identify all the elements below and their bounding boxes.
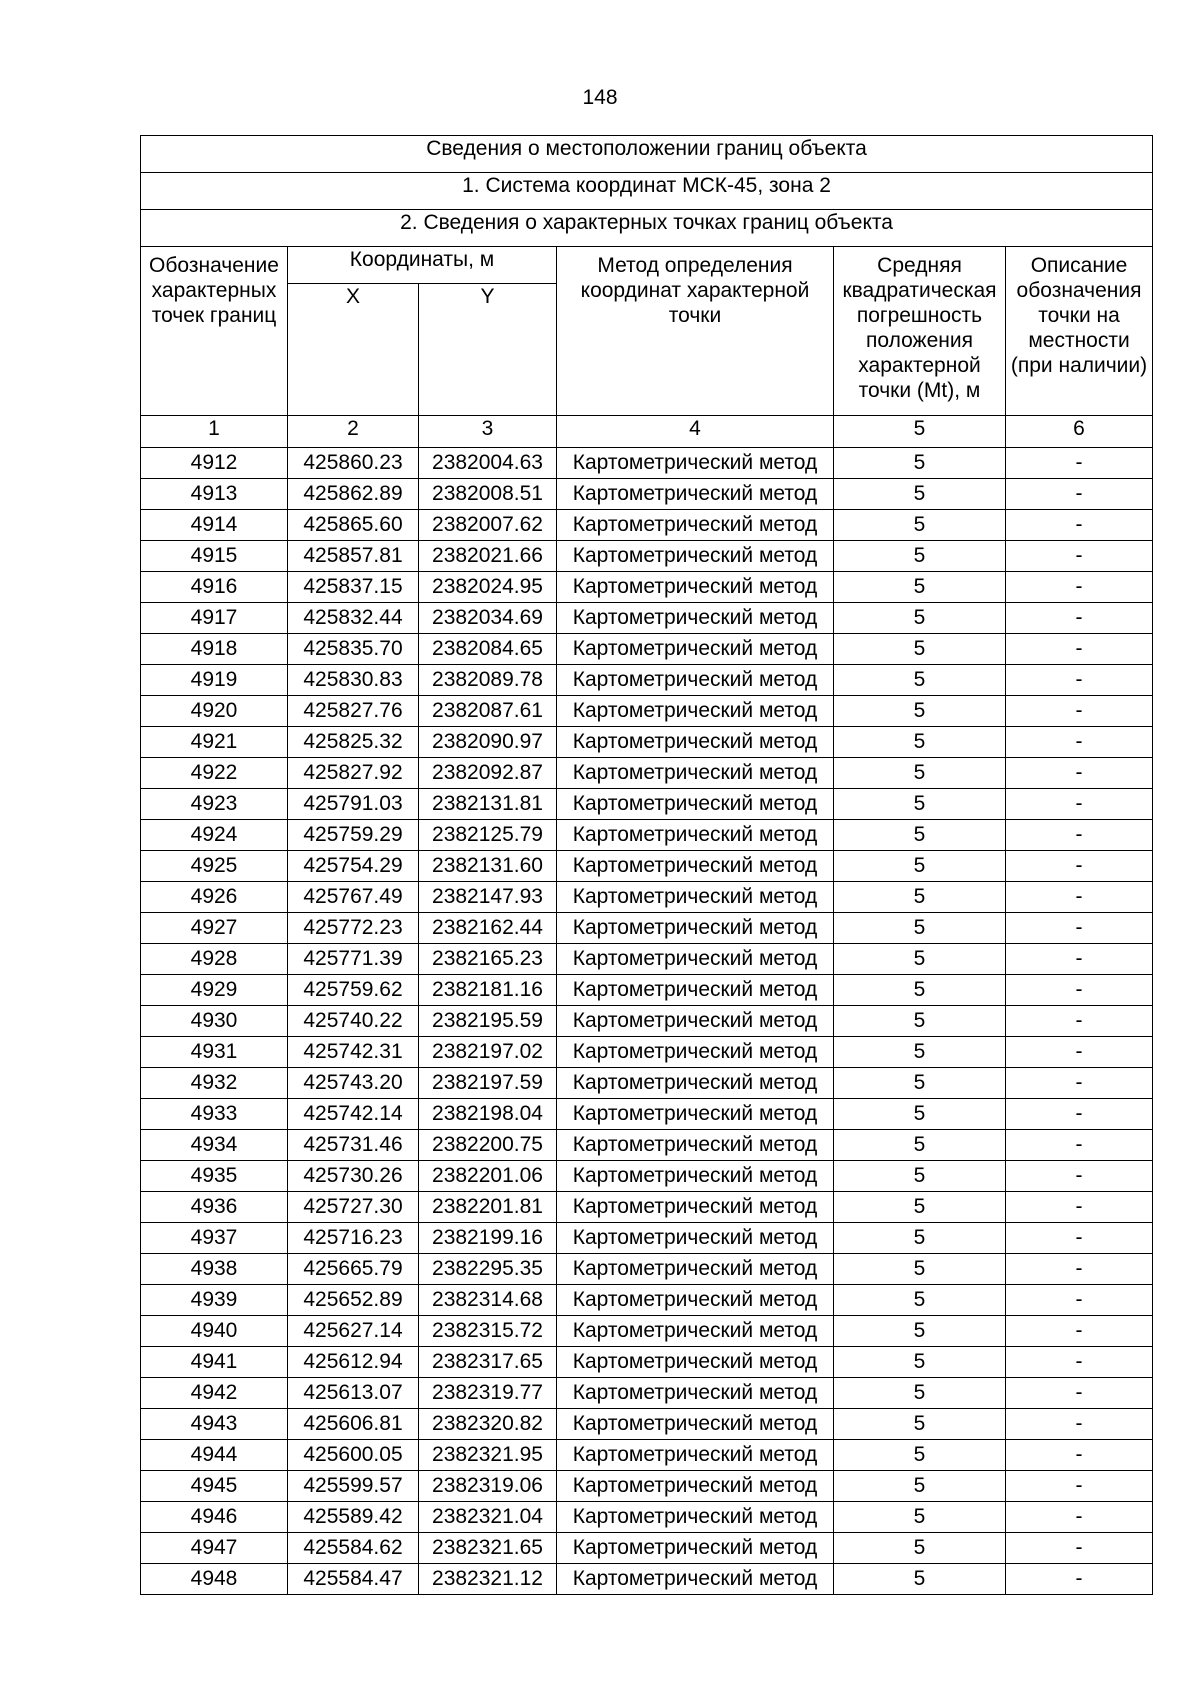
accuracy-cell: 5 — [834, 1347, 1006, 1378]
description-cell: - — [1006, 1285, 1153, 1316]
y-coordinate-cell: 2382319.06 — [419, 1471, 557, 1502]
accuracy-cell: 5 — [834, 448, 1006, 479]
x-coordinate-cell: 425731.46 — [288, 1130, 419, 1161]
y-coordinate-cell: 2382295.35 — [419, 1254, 557, 1285]
accuracy-cell: 5 — [834, 541, 1006, 572]
point-id-cell: 4935 — [141, 1161, 288, 1192]
x-coordinate-cell: 425606.81 — [288, 1409, 419, 1440]
method-cell: Картометрический метод — [557, 1254, 834, 1285]
x-coordinate-cell: 425791.03 — [288, 789, 419, 820]
accuracy-cell: 5 — [834, 572, 1006, 603]
description-cell: - — [1006, 851, 1153, 882]
table-row — [141, 882, 1153, 913]
point-id-cell: 4947 — [141, 1533, 288, 1564]
method-cell: Картометрический метод — [557, 1006, 834, 1037]
y-coordinate-cell: 2382198.04 — [419, 1099, 557, 1130]
y-coordinate-cell: 2382008.51 — [419, 479, 557, 510]
accuracy-cell: 5 — [834, 1378, 1006, 1409]
description-cell: - — [1006, 1068, 1153, 1099]
point-id-cell: 4945 — [141, 1471, 288, 1502]
description-cell: - — [1006, 1254, 1153, 1285]
column-number: 2 — [288, 416, 419, 448]
method-cell: Картометрический метод — [557, 882, 834, 913]
y-coordinate-cell: 2382092.87 — [419, 758, 557, 789]
description-cell: - — [1006, 541, 1153, 572]
point-id-cell: 4917 — [141, 603, 288, 634]
column-number: 3 — [419, 416, 557, 448]
accuracy-cell: 5 — [834, 1006, 1006, 1037]
table-row — [141, 975, 1153, 1006]
point-id-cell: 4942 — [141, 1378, 288, 1409]
y-coordinate-cell: 2382321.04 — [419, 1502, 557, 1533]
accuracy-cell: 5 — [834, 1068, 1006, 1099]
x-coordinate-cell: 425599.57 — [288, 1471, 419, 1502]
description-cell: - — [1006, 572, 1153, 603]
x-coordinate-cell: 425727.30 — [288, 1192, 419, 1223]
point-id-cell: 4912 — [141, 448, 288, 479]
table-row — [141, 448, 1153, 479]
table-row — [141, 1440, 1153, 1471]
accuracy-cell: 5 — [834, 665, 1006, 696]
x-coordinate-cell: 425862.89 — [288, 479, 419, 510]
x-coordinate-cell: 425589.42 — [288, 1502, 419, 1533]
method-cell: Картометрический метод — [557, 1347, 834, 1378]
description-cell: - — [1006, 1347, 1153, 1378]
description-cell: - — [1006, 1006, 1153, 1037]
accuracy-cell: 5 — [834, 510, 1006, 541]
accuracy-cell: 5 — [834, 789, 1006, 820]
y-coordinate-cell: 2382315.72 — [419, 1316, 557, 1347]
table-row — [141, 1099, 1153, 1130]
method-cell: Картометрический метод — [557, 1192, 834, 1223]
table-row — [141, 1037, 1153, 1068]
x-coordinate-cell: 425832.44 — [288, 603, 419, 634]
x-coordinate-cell: 425613.07 — [288, 1378, 419, 1409]
y-coordinate-cell: 2382007.62 — [419, 510, 557, 541]
description-cell: - — [1006, 1409, 1153, 1440]
point-id-cell: 4924 — [141, 820, 288, 851]
point-id-cell: 4914 — [141, 510, 288, 541]
point-id-cell: 4919 — [141, 665, 288, 696]
table-row — [141, 541, 1153, 572]
points-section-title: 2. Сведения о характерных точках границ объекта — [141, 210, 1153, 247]
method-cell: Картометрический метод — [557, 820, 834, 851]
y-coordinate-cell: 2382021.66 — [419, 541, 557, 572]
coordinate-system-row — [141, 173, 1153, 210]
x-coordinate-cell: 425759.62 — [288, 975, 419, 1006]
table-row — [141, 1223, 1153, 1254]
point-id-cell: 4936 — [141, 1192, 288, 1223]
accuracy-cell: 5 — [834, 1502, 1006, 1533]
y-coordinate-cell: 2382320.82 — [419, 1409, 557, 1440]
column-number: 4 — [557, 416, 834, 448]
y-coordinate-cell: 2382087.61 — [419, 696, 557, 727]
header-coordinates: Координаты, м — [288, 247, 557, 284]
point-id-cell: 4932 — [141, 1068, 288, 1099]
accuracy-cell: 5 — [834, 1099, 1006, 1130]
point-id-cell: 4930 — [141, 1006, 288, 1037]
method-cell: Картометрический метод — [557, 1099, 834, 1130]
method-cell: Картометрический метод — [557, 1037, 834, 1068]
description-cell: - — [1006, 944, 1153, 975]
method-cell: Картометрический метод — [557, 1564, 834, 1595]
table-row — [141, 1192, 1153, 1223]
table-row — [141, 1316, 1153, 1347]
table-row — [141, 789, 1153, 820]
header-accuracy: Средняя квадратическая погрешность положения характерной точки (Mt), м — [834, 247, 1006, 416]
accuracy-cell: 5 — [834, 727, 1006, 758]
method-cell: Картометрический метод — [557, 758, 834, 789]
point-id-cell: 4939 — [141, 1285, 288, 1316]
y-coordinate-cell: 2382089.78 — [419, 665, 557, 696]
point-id-cell: 4929 — [141, 975, 288, 1006]
point-id-cell: 4943 — [141, 1409, 288, 1440]
x-coordinate-cell: 425857.81 — [288, 541, 419, 572]
method-cell: Картометрический метод — [557, 1440, 834, 1471]
point-id-cell: 4948 — [141, 1564, 288, 1595]
y-coordinate-cell: 2382131.81 — [419, 789, 557, 820]
y-coordinate-cell: 2382004.63 — [419, 448, 557, 479]
description-cell: - — [1006, 1192, 1153, 1223]
point-id-cell: 4937 — [141, 1223, 288, 1254]
table-row — [141, 1254, 1153, 1285]
boundary-points-table — [140, 135, 1153, 1595]
x-coordinate-cell: 425759.29 — [288, 820, 419, 851]
point-id-cell: 4921 — [141, 727, 288, 758]
table-row — [141, 572, 1153, 603]
table-row — [141, 1130, 1153, 1161]
point-id-cell: 4926 — [141, 882, 288, 913]
table-row — [141, 696, 1153, 727]
description-cell: - — [1006, 634, 1153, 665]
page-number: 148 — [582, 86, 618, 109]
point-id-cell: 4916 — [141, 572, 288, 603]
point-id-cell: 4925 — [141, 851, 288, 882]
accuracy-cell: 5 — [834, 1161, 1006, 1192]
method-cell: Картометрический метод — [557, 975, 834, 1006]
y-coordinate-cell: 2382197.59 — [419, 1068, 557, 1099]
x-coordinate-cell: 425600.05 — [288, 1440, 419, 1471]
point-id-cell: 4913 — [141, 479, 288, 510]
x-coordinate-cell: 425771.39 — [288, 944, 419, 975]
x-coordinate-cell: 425742.14 — [288, 1099, 419, 1130]
table-row — [141, 603, 1153, 634]
accuracy-cell: 5 — [834, 1254, 1006, 1285]
accuracy-cell: 5 — [834, 1285, 1006, 1316]
y-coordinate-cell: 2382147.93 — [419, 882, 557, 913]
table-row — [141, 1564, 1153, 1595]
table-title-row — [141, 136, 1153, 173]
point-id-cell: 4923 — [141, 789, 288, 820]
accuracy-cell: 5 — [834, 913, 1006, 944]
point-id-cell: 4940 — [141, 1316, 288, 1347]
accuracy-cell: 5 — [834, 1564, 1006, 1595]
header-x: X — [288, 284, 419, 416]
description-cell: - — [1006, 820, 1153, 851]
x-coordinate-cell: 425627.14 — [288, 1316, 419, 1347]
description-cell: - — [1006, 758, 1153, 789]
coordinate-system-title: 1. Система координат МСК-45, зона 2 — [141, 173, 1153, 210]
point-id-cell: 4922 — [141, 758, 288, 789]
x-coordinate-cell: 425612.94 — [288, 1347, 419, 1378]
description-cell: - — [1006, 510, 1153, 541]
description-cell: - — [1006, 1502, 1153, 1533]
accuracy-cell: 5 — [834, 1440, 1006, 1471]
y-coordinate-cell: 2382321.12 — [419, 1564, 557, 1595]
x-coordinate-cell: 425730.26 — [288, 1161, 419, 1192]
y-coordinate-cell: 2382181.16 — [419, 975, 557, 1006]
description-cell: - — [1006, 1223, 1153, 1254]
description-cell: - — [1006, 1037, 1153, 1068]
method-cell: Картометрический метод — [557, 1223, 834, 1254]
table-row — [141, 1006, 1153, 1037]
x-coordinate-cell: 425835.70 — [288, 634, 419, 665]
table-row — [141, 510, 1153, 541]
accuracy-cell: 5 — [834, 758, 1006, 789]
description-cell: - — [1006, 1099, 1153, 1130]
description-cell: - — [1006, 1440, 1153, 1471]
x-coordinate-cell: 425837.15 — [288, 572, 419, 603]
table-row — [141, 665, 1153, 696]
points-section-row — [141, 210, 1153, 247]
x-coordinate-cell: 425584.47 — [288, 1564, 419, 1595]
accuracy-cell: 5 — [834, 479, 1006, 510]
y-coordinate-cell: 2382131.60 — [419, 851, 557, 882]
x-coordinate-cell: 425754.29 — [288, 851, 419, 882]
y-coordinate-cell: 2382024.95 — [419, 572, 557, 603]
method-cell: Картометрический метод — [557, 696, 834, 727]
y-coordinate-cell: 2382200.75 — [419, 1130, 557, 1161]
accuracy-cell: 5 — [834, 696, 1006, 727]
method-cell: Картометрический метод — [557, 1471, 834, 1502]
accuracy-cell: 5 — [834, 1223, 1006, 1254]
x-coordinate-cell: 425827.92 — [288, 758, 419, 789]
accuracy-cell: 5 — [834, 1192, 1006, 1223]
accuracy-cell: 5 — [834, 1130, 1006, 1161]
point-id-cell: 4946 — [141, 1502, 288, 1533]
method-cell: Картометрический метод — [557, 789, 834, 820]
description-cell: - — [1006, 913, 1153, 944]
accuracy-cell: 5 — [834, 1316, 1006, 1347]
y-coordinate-cell: 2382090.97 — [419, 727, 557, 758]
y-coordinate-cell: 2382197.02 — [419, 1037, 557, 1068]
header-description: Описание обозначения точки на местности (при наличии) — [1006, 247, 1153, 416]
y-coordinate-cell: 2382319.77 — [419, 1378, 557, 1409]
description-cell: - — [1006, 1378, 1153, 1409]
method-cell: Картометрический метод — [557, 479, 834, 510]
x-coordinate-cell: 425772.23 — [288, 913, 419, 944]
y-coordinate-cell: 2382321.95 — [419, 1440, 557, 1471]
table-row — [141, 851, 1153, 882]
table-row — [141, 944, 1153, 975]
description-cell: - — [1006, 665, 1153, 696]
description-cell: - — [1006, 603, 1153, 634]
method-cell: Картометрический метод — [557, 1316, 834, 1347]
point-id-cell: 4931 — [141, 1037, 288, 1068]
description-cell: - — [1006, 1564, 1153, 1595]
point-id-cell: 4938 — [141, 1254, 288, 1285]
y-coordinate-cell: 2382321.65 — [419, 1533, 557, 1564]
method-cell: Картометрический метод — [557, 1409, 834, 1440]
point-id-cell: 4933 — [141, 1099, 288, 1130]
method-cell: Картометрический метод — [557, 603, 834, 634]
table-row — [141, 1471, 1153, 1502]
x-coordinate-cell: 425652.89 — [288, 1285, 419, 1316]
x-coordinate-cell: 425740.22 — [288, 1006, 419, 1037]
description-cell: - — [1006, 1533, 1153, 1564]
accuracy-cell: 5 — [834, 975, 1006, 1006]
accuracy-cell: 5 — [834, 1533, 1006, 1564]
x-coordinate-cell: 425665.79 — [288, 1254, 419, 1285]
accuracy-cell: 5 — [834, 851, 1006, 882]
y-coordinate-cell: 2382084.65 — [419, 634, 557, 665]
accuracy-cell: 5 — [834, 603, 1006, 634]
point-id-cell: 4920 — [141, 696, 288, 727]
column-number: 5 — [834, 416, 1006, 448]
method-cell: Картометрический метод — [557, 913, 834, 944]
accuracy-cell: 5 — [834, 820, 1006, 851]
x-coordinate-cell: 425825.32 — [288, 727, 419, 758]
x-coordinate-cell: 425827.76 — [288, 696, 419, 727]
table-row — [141, 1378, 1153, 1409]
y-coordinate-cell: 2382314.68 — [419, 1285, 557, 1316]
header-method: Метод определения координат характерной точки — [557, 247, 834, 416]
table-body — [141, 448, 1153, 1595]
description-cell: - — [1006, 727, 1153, 758]
method-cell: Картометрический метод — [557, 1533, 834, 1564]
table-row — [141, 1533, 1153, 1564]
column-number: 6 — [1006, 416, 1153, 448]
table-row — [141, 1347, 1153, 1378]
header-designation: Обозначение характерных точек границ — [141, 247, 288, 416]
point-id-cell: 4915 — [141, 541, 288, 572]
description-cell: - — [1006, 975, 1153, 1006]
description-cell: - — [1006, 1316, 1153, 1347]
accuracy-cell: 5 — [834, 1037, 1006, 1068]
method-cell: Картометрический метод — [557, 572, 834, 603]
x-coordinate-cell: 425767.49 — [288, 882, 419, 913]
method-cell: Картометрический метод — [557, 1285, 834, 1316]
column-numbers-row — [141, 416, 1153, 448]
x-coordinate-cell: 425865.60 — [288, 510, 419, 541]
y-coordinate-cell: 2382317.65 — [419, 1347, 557, 1378]
description-cell: - — [1006, 1471, 1153, 1502]
method-cell: Картометрический метод — [557, 727, 834, 758]
method-cell: Картометрический метод — [557, 1130, 834, 1161]
accuracy-cell: 5 — [834, 1409, 1006, 1440]
description-cell: - — [1006, 882, 1153, 913]
x-coordinate-cell: 425742.31 — [288, 1037, 419, 1068]
method-cell: Картометрический метод — [557, 1068, 834, 1099]
point-id-cell: 4941 — [141, 1347, 288, 1378]
y-coordinate-cell: 2382199.16 — [419, 1223, 557, 1254]
method-cell: Картометрический метод — [557, 448, 834, 479]
description-cell: - — [1006, 1161, 1153, 1192]
y-coordinate-cell: 2382125.79 — [419, 820, 557, 851]
method-cell: Картометрический метод — [557, 634, 834, 665]
method-cell: Картометрический метод — [557, 1502, 834, 1533]
table-row — [141, 1409, 1153, 1440]
point-id-cell: 4918 — [141, 634, 288, 665]
description-cell: - — [1006, 789, 1153, 820]
point-id-cell: 4928 — [141, 944, 288, 975]
table-title: Сведения о местоположении границ объекта — [141, 136, 1153, 173]
x-coordinate-cell: 425716.23 — [288, 1223, 419, 1254]
x-coordinate-cell: 425584.62 — [288, 1533, 419, 1564]
table-row — [141, 1161, 1153, 1192]
point-id-cell: 4934 — [141, 1130, 288, 1161]
point-id-cell: 4944 — [141, 1440, 288, 1471]
table-row — [141, 758, 1153, 789]
accuracy-cell: 5 — [834, 1471, 1006, 1502]
description-cell: - — [1006, 696, 1153, 727]
table-row — [141, 913, 1153, 944]
method-cell: Картометрический метод — [557, 665, 834, 696]
method-cell: Картометрический метод — [557, 944, 834, 975]
x-coordinate-cell: 425860.23 — [288, 448, 419, 479]
accuracy-cell: 5 — [834, 634, 1006, 665]
table-row — [141, 820, 1153, 851]
description-cell: - — [1006, 479, 1153, 510]
table-row — [141, 1068, 1153, 1099]
table-row — [141, 727, 1153, 758]
method-cell: Картометрический метод — [557, 851, 834, 882]
column-number: 1 — [141, 416, 288, 448]
header-y: Y — [419, 284, 557, 416]
y-coordinate-cell: 2382201.06 — [419, 1161, 557, 1192]
x-coordinate-cell: 425830.83 — [288, 665, 419, 696]
x-coordinate-cell: 425743.20 — [288, 1068, 419, 1099]
accuracy-cell: 5 — [834, 882, 1006, 913]
method-cell: Картометрический метод — [557, 510, 834, 541]
table-row — [141, 1285, 1153, 1316]
table-row — [141, 1502, 1153, 1533]
y-coordinate-cell: 2382201.81 — [419, 1192, 557, 1223]
description-cell: - — [1006, 448, 1153, 479]
y-coordinate-cell: 2382195.59 — [419, 1006, 557, 1037]
method-cell: Картометрический метод — [557, 1378, 834, 1409]
description-cell: - — [1006, 1130, 1153, 1161]
table-row — [141, 634, 1153, 665]
accuracy-cell: 5 — [834, 944, 1006, 975]
y-coordinate-cell: 2382162.44 — [419, 913, 557, 944]
point-id-cell: 4927 — [141, 913, 288, 944]
y-coordinate-cell: 2382165.23 — [419, 944, 557, 975]
y-coordinate-cell: 2382034.69 — [419, 603, 557, 634]
method-cell: Картометрический метод — [557, 541, 834, 572]
table-row — [141, 479, 1153, 510]
header-row-top — [141, 247, 1153, 284]
method-cell: Картометрический метод — [557, 1161, 834, 1192]
